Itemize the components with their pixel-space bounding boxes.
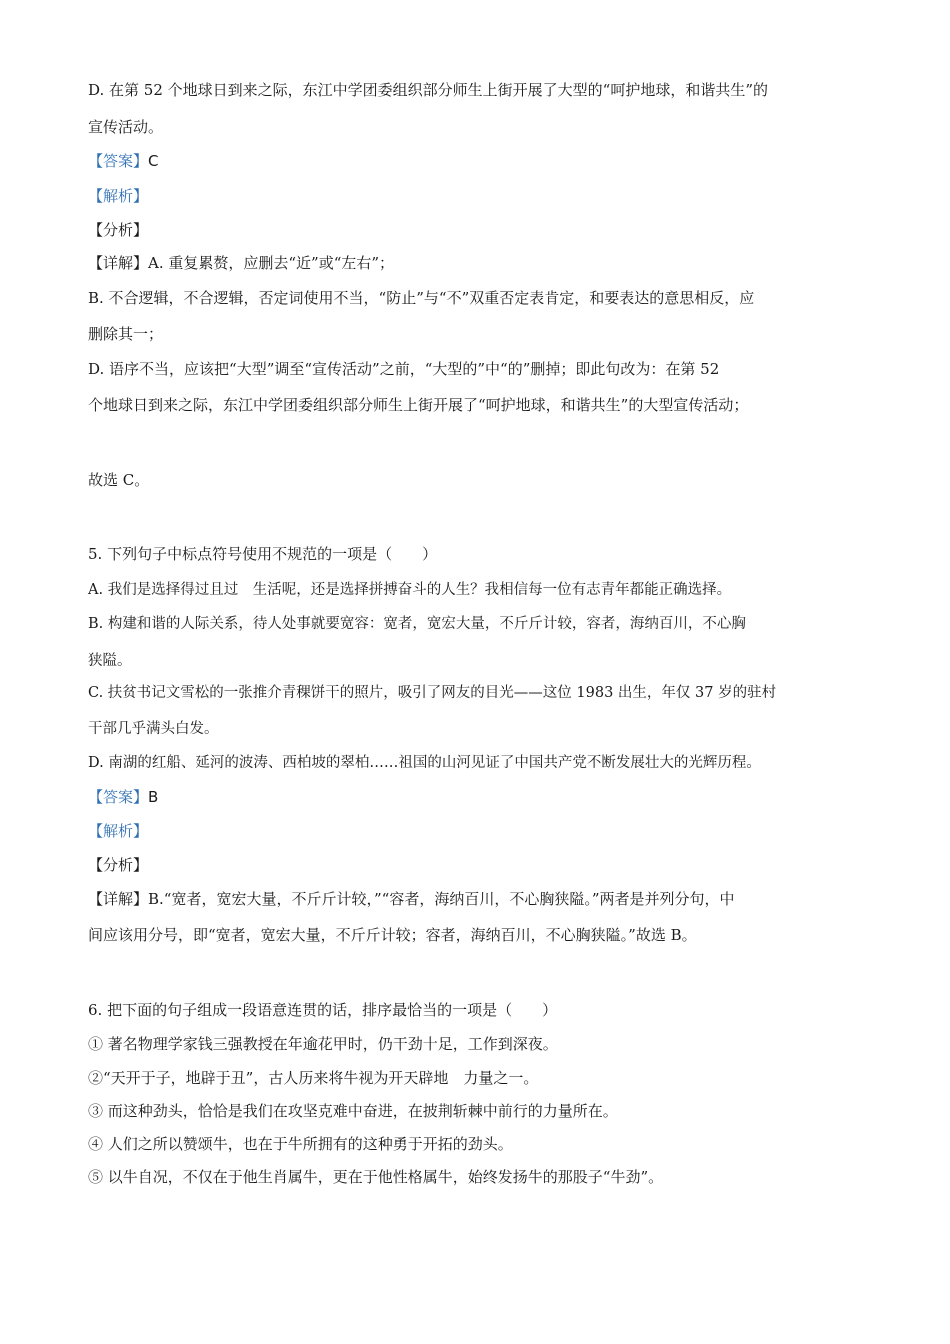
- answer-value: C: [148, 152, 159, 170]
- q4-conclusion: 故选 C。: [88, 471, 150, 489]
- q4-fenxi-tag: 【分析】: [88, 221, 149, 239]
- q6-sentence-4: ④ 人们之所以赞颂牛，也在于牛所拥有的这种勇于开拓的劲头。: [88, 1135, 513, 1153]
- detail-text: A. 重复累赘，应删去“近”或“左右”；: [148, 254, 395, 272]
- detail-tag: 【详解】: [88, 890, 149, 908]
- detail-tag: 【详解】: [88, 254, 149, 272]
- q5-option-b-line1: B. 构建和谐的人际关系，待人处事就要宽容：宽者，宽宏大量，不斤斤计较，容者，海纳百川，不心胸: [88, 616, 746, 632]
- q4-detail-line2: B. 不合逻辑，不合逻辑，否定词使用不当，“防止”与“不”双重否定表肯定，和要表达的意思相反，应: [88, 289, 755, 307]
- q5-detail-line2: 间应该用分号，即“宽者，宽宏大量，不斤斤计较；容者，海纳百川，不心胸狭隘。”故选 B。: [88, 926, 697, 944]
- q5-option-c-line1: C. 扶贫书记文雪松的一张推介青稞饼干的照片，吸引了网友的目光——这位 1983 出生，年仅 37 岁的驻村: [88, 685, 777, 701]
- detail-text: B.“宽者，宽宏大量，不斤斤计较，”“容者，海纳百川，不心胸狭隘。”两者是并列分句，中: [148, 890, 735, 908]
- q6-question: 6. 把下面的句子组成一段语意连贯的话，排序最恰当的一项是（ ）: [88, 1001, 558, 1019]
- q5-analysis-tag: 【解析】: [88, 822, 149, 840]
- q5-option-c-line2: 干部几乎满头白发。: [88, 721, 219, 737]
- q6-sentence-1: ① 著名物理学家钱三强教授在年逾花甲时，仍干劲十足，工作到深夜。: [88, 1035, 558, 1053]
- q5-answer: [88, 787, 868, 807]
- answer-tag: 【答案】: [88, 788, 149, 806]
- answer-value: B: [148, 788, 159, 806]
- q5-fenxi-tag: 【分析】: [88, 856, 149, 874]
- q4-answer: [88, 151, 868, 171]
- q5-question: 5. 下列句子中标点符号使用不规范的一项是（ ）: [88, 545, 438, 563]
- q4-detail-line3: 删除其一；: [88, 325, 164, 343]
- q5-option-b-line2: 狭隘。: [88, 653, 132, 669]
- answer-tag: 【答案】: [88, 152, 149, 170]
- q5-detail-line1: [88, 889, 868, 909]
- q4-detail-line1: [88, 253, 868, 273]
- q5-option-a: A. 我们是选择得过且过 生活呢，还是选择拼搏奋斗的人生？我相信每一位有志青年都能正确选择。: [88, 582, 732, 598]
- q6-sentence-3: ③ 而这种劲头，恰恰是我们在攻坚克难中奋进，在披荆斩棘中前行的力量所在。: [88, 1102, 618, 1120]
- q5-option-d: D. 南湖的红船、延河的波涛、西柏坡的翠柏……祖国的山河见证了中国共产党不断发展壮大的光辉历程。: [88, 755, 761, 771]
- q4-option-d-line2: 宣传活动。: [88, 118, 164, 136]
- q4-option-d-line1: D. 在第 52 个地球日到来之际，东江中学团委组织部分师生上街开展了大型的“呵护地球，和谐共生”的: [88, 81, 768, 99]
- q4-detail-line4: D. 语序不当，应该把“大型”调至“宣传活动”之前，“大型的”中“的”删掉；即此句改为：在第 52: [88, 360, 720, 378]
- q4-detail-line5: 个地球日到来之际，东江中学团委组织部分师生上街开展了“呵护地球，和谐共生”的大型宣传活动；: [88, 396, 749, 414]
- q6-sentence-2: ②“天开于子，地辟于丑”，古人历来将牛视为开天辟地 力量之一。: [88, 1069, 539, 1087]
- q6-sentence-5: ⑤ 以牛自况，不仅在于他生肖属牛，更在于他性格属牛，始终发扬牛的那股子“牛劲”。: [88, 1168, 664, 1186]
- q4-analysis-tag: 【解析】: [88, 187, 149, 205]
